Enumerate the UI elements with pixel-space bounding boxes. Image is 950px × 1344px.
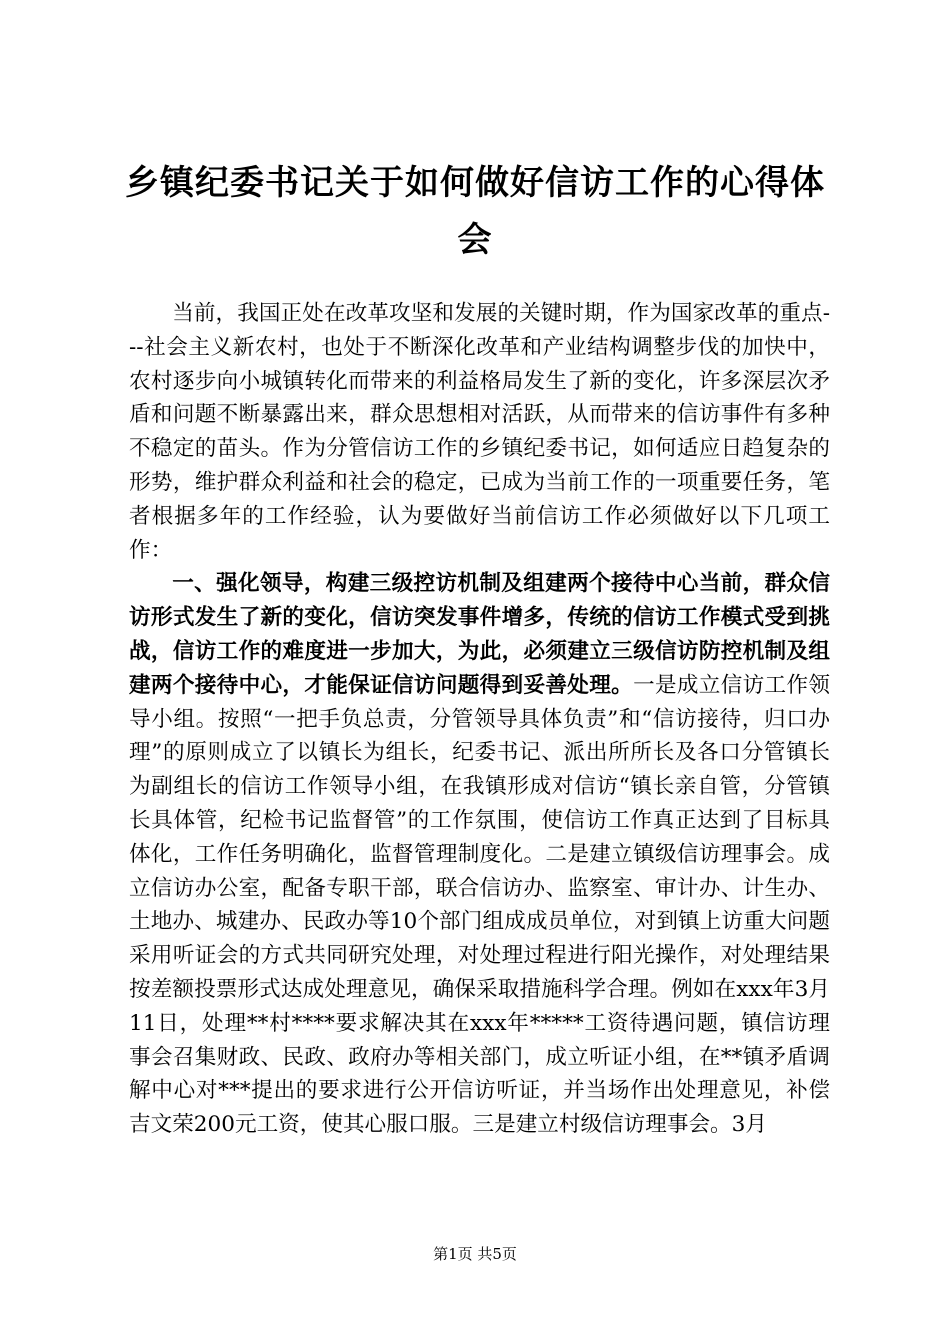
document-title: 乡镇纪委书记关于如何做好信访工作的心得体会 <box>125 163 825 260</box>
section-one-text: 一是成立信访工作领导小组。按照“一把手负总责，分管领导具体负责”和“信访接待，归口办理”的原则成立了以镇长为组长，纪委书记、派出所所长及各口分管镇长为副组长的信访工作领导小组，在我镇形成对信访“镇长亲自管，分管镇长具体管，纪检书记监督管”的工作氛围，使信访工作真正达到了目标具体化，工作任务明确化，监督管理制度化。二是建立镇级信访理事会。成立信访办公室，配备专职干部，联合信访办、监察室、审计办、计生办、土地办、城建办、民政办等10个部门组成成员单位，对到镇上访重大问题采用听证会的方式共同研究处理，对处理过程进行阳光操作，对处理结果按差额投票形式达成处理意见，确保采取措施科学合理。例如在xxx年3月11日，处理**村****要求解决其在xxx年*****工资待遇问题，镇信访理事会召集财政、民政、政府办等相关部门，成立听证小组，在**镇矛盾调解中心对***提出的要求进行公开信访听证，并当场作出处理意见，补偿吉文荣200元工资，使其心服口服。三是建立村级信访理事会。3月 <box>129 672 830 1138</box>
paragraph-intro <box>129 297 830 567</box>
paragraph-intro-text: 当前，我国正处在改革攻坚和发展的关键时期，作为国家改革的重点---社会主义新农村，也处于不断深化改革和产业结构调整步伐的加快中，农村逐步向小城镇转化而带来的利益格局发生了新的变化，许多深层次矛盾和问题不断暴露出来，群众思想相对活跃，从而带来的信访事件有多种不稳定的苗头。作为分管信访工作的乡镇纪委书记，如何适应日趋复杂的形势，维护群众利益和社会的稳定，已成为当前工作的一项重要任务，笔者根据多年的工作经验，认为要做好当前信访工作必须做好以下几项工作： <box>129 301 830 563</box>
paragraph-section-one <box>129 567 830 1142</box>
page-footer: 第1页 共5页 <box>433 1245 517 1263</box>
document-body <box>129 297 830 1142</box>
section-one-heading: 一、强化领导，构建三级控访机制及组建两个接待中心当前，群众信访形式发生了新的变化，信访突发事件增多，传统的信访工作模式受到挑战，信访工作的难度进一步加大，为此，必须建立三级信访防控机制及组建两个接待中心，才能保证信访问题得到妥善处理。 <box>129 571 830 698</box>
